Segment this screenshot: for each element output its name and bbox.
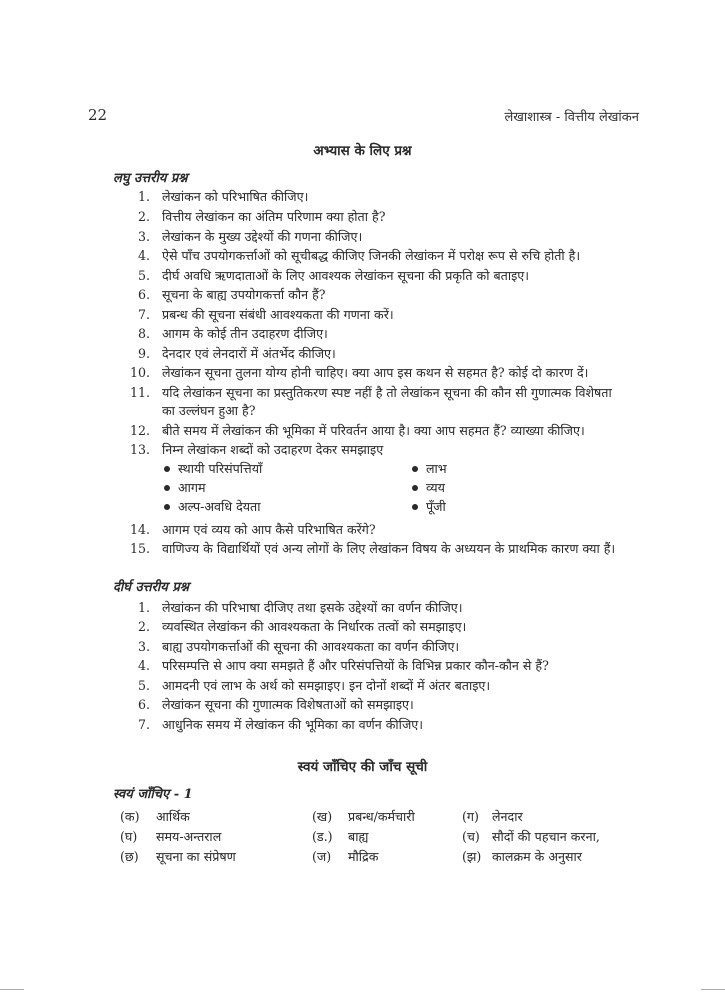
answer-text: समय-अन्तराल bbox=[156, 829, 222, 844]
running-head: लेखाशास्त्र - वित्तीय लेखांकन bbox=[504, 110, 639, 125]
question-number: 5. bbox=[137, 268, 150, 283]
bullet-icon bbox=[412, 504, 418, 510]
question-number: 6. bbox=[137, 287, 150, 302]
answer-text: लेनदार bbox=[492, 809, 523, 824]
term-bullet: व्यय bbox=[412, 478, 445, 497]
answer-label: (छ) bbox=[120, 849, 139, 864]
question-text: लेखांकन सूचना तुलना योग्य होनी चाहिए। क्या आप इस कथन से सहमत है? कोई दो कारण दें। bbox=[162, 365, 589, 380]
bullet-icon bbox=[164, 485, 170, 491]
bullet-icon bbox=[164, 504, 170, 510]
question-text: लेखांकन के मुख्य उद्देश्यों की गणना कीजिए। bbox=[162, 229, 363, 244]
question-number: 3. bbox=[137, 639, 150, 654]
answer-text: बाह्य bbox=[348, 829, 369, 844]
short-answer-heading: लघु उत्तरीय प्रश्न bbox=[113, 171, 188, 186]
answer-label: (ज) bbox=[312, 849, 332, 864]
question-number: 10. bbox=[129, 365, 150, 380]
answer-text: सूचना का संप्रेषण bbox=[156, 849, 236, 864]
question-number: 14. bbox=[129, 522, 150, 537]
answer-label: (च) bbox=[462, 829, 480, 844]
long-answer-heading: दीर्घ उत्तरीय प्रश्न bbox=[113, 580, 189, 595]
term-bullet: अल्प-अवधि देयता bbox=[164, 497, 261, 516]
question-number: 15. bbox=[129, 541, 150, 556]
question-text: बीते समय में लेखांकन की भूमिका में परिवर्तन आया है। क्या आप सहमत हैं? व्याख्या कीजिए। bbox=[162, 423, 585, 438]
question-number: 8. bbox=[137, 326, 150, 341]
question-number: 4. bbox=[137, 248, 150, 263]
question-text: परिसम्पत्ति से आप क्या समझते हैं और परिसंपत्तियों के विभिन्न प्रकार कौन-कौन से हैं? bbox=[162, 658, 549, 673]
answer-label: (क) bbox=[120, 809, 140, 824]
question-number: 1. bbox=[137, 600, 150, 615]
question-number: 4. bbox=[137, 658, 150, 673]
question-text: निम्न लेखांकन शब्दों को उदाहरण देकर समझाइए bbox=[162, 442, 384, 457]
bullet-icon bbox=[412, 485, 418, 491]
self-check-1-heading: स्वयं जाँचिए - 1 bbox=[113, 787, 193, 802]
bullet-icon bbox=[412, 466, 418, 472]
question-text: वित्तीय लेखांकन का अंतिम परिणाम क्या होता है? bbox=[162, 209, 386, 224]
question-number: 2. bbox=[137, 619, 150, 634]
term-bullet: लाभ bbox=[412, 459, 447, 478]
question-number: 12. bbox=[129, 423, 150, 438]
question-text-continuation: का उल्लंघन हुआ है? bbox=[162, 403, 256, 418]
page-number: 22 bbox=[88, 106, 108, 124]
question-number: 13. bbox=[129, 442, 150, 457]
answer-label: (घ) bbox=[120, 829, 138, 844]
answer-text: सौदों की पहचान करना, bbox=[492, 829, 600, 844]
practice-questions-title: अभ्यास के लिए प्रश्न bbox=[313, 143, 412, 159]
question-number: 7. bbox=[137, 307, 150, 322]
question-text: ऐसे पाँच उपयोगकर्त्ताओं को सूचीबद्ध कीजिए जिनकी लेखांकन में परोक्ष रूप से रुचि होती है। bbox=[162, 248, 581, 263]
question-text: लेखांकन की परिभाषा दीजिए तथा इसके उद्देश्यों का वर्णन कीजिए। bbox=[162, 600, 463, 615]
answer-label: (ग) bbox=[462, 809, 479, 824]
question-number: 2. bbox=[137, 209, 150, 224]
answer-label: (ड.) bbox=[312, 829, 333, 844]
question-text: आमदनी एवं लाभ के अर्थ को समझाइए। इन दोनों शब्दों में अंतर बताइए। bbox=[162, 678, 491, 693]
question-text: देनदार एवं लेनदारों में अंतर्भेद कीजिए। bbox=[162, 346, 336, 361]
question-number: 3. bbox=[137, 229, 150, 244]
checklist-title: स्वयं जाँचिए की जाँच सूची bbox=[297, 759, 428, 775]
question-text: लेखांकन को परिभाषित कीजिए। bbox=[162, 189, 309, 204]
question-text: आगम एवं व्यय को आप कैसे परिभाषित करेंगे? bbox=[162, 522, 376, 537]
question-number: 11. bbox=[129, 385, 150, 400]
term-bullet: आगम bbox=[164, 478, 206, 497]
answer-label: (झ) bbox=[462, 849, 482, 864]
question-number: 7. bbox=[137, 717, 150, 732]
question-number: 5. bbox=[137, 678, 150, 693]
crop-mark-left bbox=[0, 989, 24, 990]
question-text: लेखांकन सूचना की गुणात्मक विशेषताओं को समझाइए। bbox=[162, 697, 414, 712]
answer-label: (ख) bbox=[312, 809, 333, 824]
question-number: 9. bbox=[137, 346, 150, 361]
crop-mark-right bbox=[701, 989, 725, 990]
question-number: 6. bbox=[137, 697, 150, 712]
question-text: बाह्य उपयोगकर्त्ताओं की सूचना की आवश्यकता का वर्णन कीजिए। bbox=[162, 639, 460, 654]
term-bullet: पूँजी bbox=[412, 497, 446, 516]
question-text: सूचना के बाह्य उपयोगकर्त्ता कौन हैं? bbox=[162, 287, 326, 302]
question-text: यदि लेखांकन सूचना का प्रस्तुतिकरण स्पष्ट नहीं है तो लेखांकन सूचना की कौन सी गुणात्मक विशेषता bbox=[162, 385, 612, 400]
answer-text: मौद्रिक bbox=[348, 849, 379, 864]
question-number: 1. bbox=[137, 189, 150, 204]
question-text: दीर्घ अवधि ऋणदाताओं के लिए आवश्यक लेखांकन सूचना की प्रकृति को बताइए। bbox=[162, 268, 530, 283]
question-text: आधुनिक समय में लेखांकन की भूमिका का वर्णन कीजिए। bbox=[162, 717, 424, 732]
answer-text: आर्थिक bbox=[156, 809, 190, 824]
answer-text: प्रबन्ध/कर्मचारी bbox=[348, 809, 415, 824]
question-text: आगम के कोई तीन उदाहरण दीजिए। bbox=[162, 326, 328, 341]
question-text: प्रबन्ध की सूचना संबंधी आवश्यकता की गणना करें। bbox=[162, 307, 394, 322]
question-text: वाणिज्य के विद्यार्थियों एवं अन्य लोगों के लिए लेखांकन विषय के अध्ययन के प्राथमिक कारण क्या हैं। bbox=[162, 541, 616, 556]
answer-text: कालक्रम के अनुसार bbox=[492, 849, 582, 864]
question-text: व्यवस्थित लेखांकन की आवश्यकता के निर्धारक तत्वों को समझाइए। bbox=[162, 619, 467, 634]
bullet-icon bbox=[164, 466, 170, 472]
term-bullet: स्थायी परिसंपत्तियाँ bbox=[164, 459, 262, 478]
